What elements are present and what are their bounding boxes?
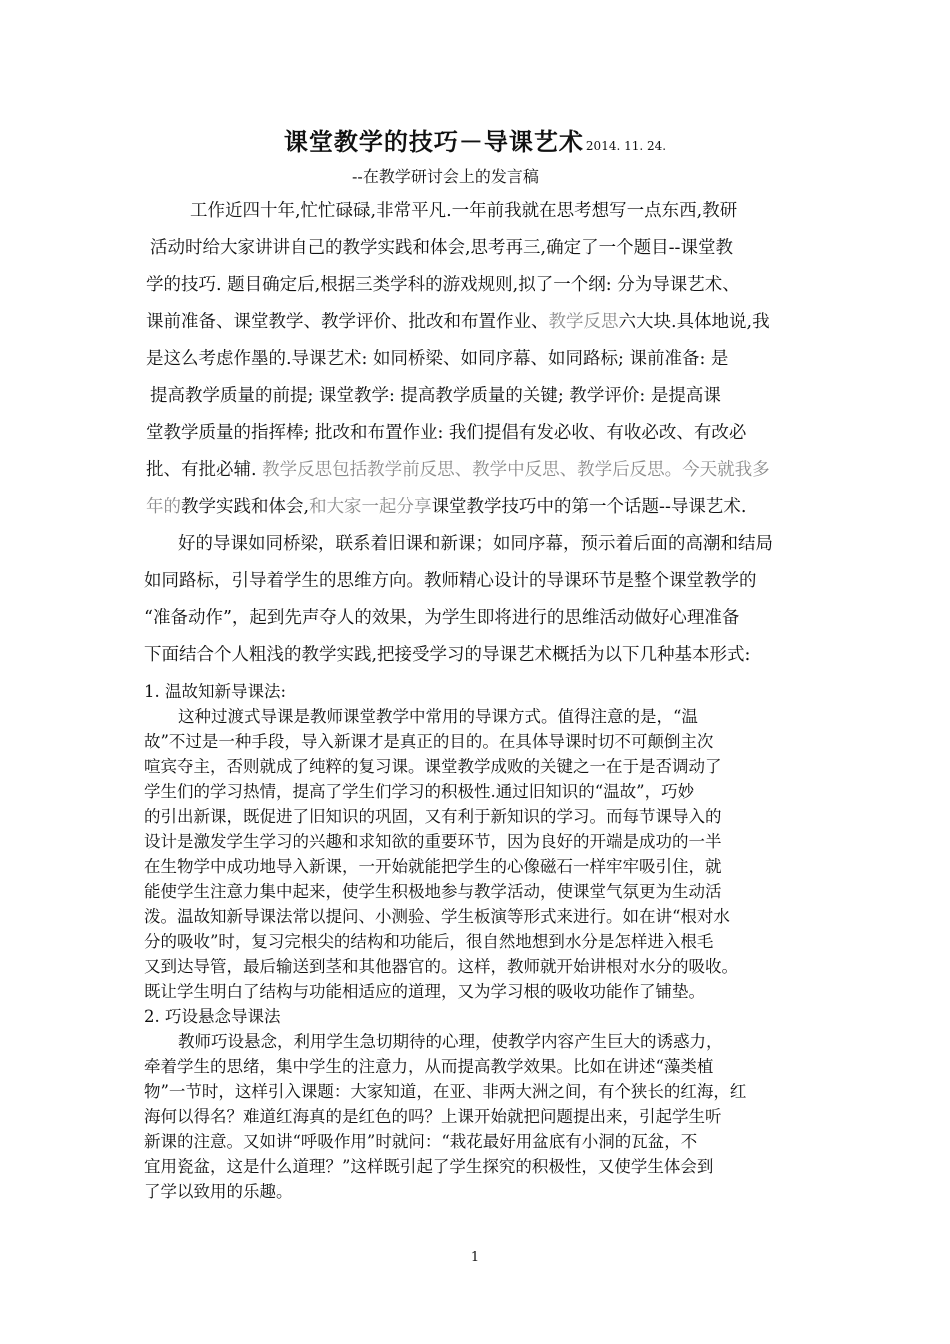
intro-highlight: 教学反思包括教学前反思、教学中反思、教学后反思。今天就我多 [262, 460, 770, 480]
section2-line: 海何以得名？难道红海真的是红色的吗？上课开始就把问题提出来，引起学生听 [144, 1107, 722, 1126]
intro-line: 活动时给大家讲讲自己的教学实践和体会,思考再三,确定了一个题目--课堂教 [150, 238, 733, 258]
intro-text: 课堂教学技巧中的第一个话题--导课艺术. [431, 497, 747, 517]
intro-line [146, 308, 770, 333]
intro-text: 教学实践和体会, [181, 497, 310, 517]
document-subtitle: --在教学研讨会上的发言稿 [352, 167, 539, 186]
para2-line: “准备动作”，起到先声夺人的效果，为学生即将进行的思维活动做好心理准备 [144, 608, 740, 628]
section1-line: 故”不过是一种手段，导入新课才是真正的目的。在具体导课时切不可颠倒主次 [144, 732, 714, 751]
intro-highlight: 和大家一起分享 [309, 497, 432, 517]
intro-line [146, 493, 746, 518]
intro-text: 六大块.具体地说,我 [618, 312, 770, 332]
document-title [0, 122, 950, 157]
section1-line: 的引出新课，既促进了旧知识的巩固，又有利于新知识的学习。而每节课导入的 [144, 807, 722, 826]
section2-line: 新课的注意。又如讲“呼吸作用”时就问：“栽花最好用盆底有小洞的瓦盆，不 [144, 1132, 698, 1151]
intro-highlight: 教学反思 [548, 312, 619, 332]
intro-line [146, 456, 770, 481]
section2-line: 牵着学生的思绪，集中学生的注意力，从而提高教学效果。比如在讲述“藻类植 [144, 1057, 714, 1076]
section2-line: 了学以致用的乐趣。 [144, 1182, 293, 1201]
intro-highlight: 年的 [146, 497, 181, 517]
intro-line: 提高教学质量的前提; 课堂教学: 提高教学质量的关键; 教学评价: 是提高课 [150, 386, 721, 406]
section1-line: 又到达导管，最后输送到茎和其他器官的。这样，教师就开始讲根对水分的吸收。 [144, 957, 738, 976]
intro-text: 批、有批必辅. [146, 460, 263, 480]
section1-line: 设计是激发学生学习的兴趣和求知欲的重要环节，因为良好的开端是成功的一半 [144, 832, 722, 851]
para2-line: 好的导课如同桥梁，联系着旧课和新课；如同序幕，预示着后面的高潮和结局 [178, 534, 773, 554]
section1-line: 这种过渡式导课是教师课堂教学中常用的导课方式。值得注意的是，“温 [178, 707, 698, 726]
section1-line: 能使学生注意力集中起来，使学生积极地参与教学活动，使课堂气氛更为生动活 [144, 882, 722, 901]
section2-line: 教师巧设悬念，利用学生急切期待的心理，使教学内容产生巨大的诱惑力， [178, 1032, 723, 1051]
section1-line: 分的吸收”时，复习完根尖的结构和功能后，很自然地想到水分是怎样进入根毛 [144, 932, 714, 951]
title-date: 2014. 11. 24. [585, 139, 667, 153]
title-text: 课堂教学的技巧－导课艺术 [283, 127, 584, 156]
page-number: 1 [470, 1250, 480, 1265]
section2-line: 宜用瓷盆，这是什么道理？”这样既引起了学生探究的积极性，又使学生体会到 [144, 1157, 714, 1176]
intro-line: 学的技巧. 题目确定后,根据三类学科的游戏规则,拟了一个纲: 分为导课艺术、 [146, 275, 740, 295]
intro-text: 课前准备、课堂教学、教学评价、批改和布置作业、 [146, 312, 549, 332]
section1-line: 既让学生明白了结构与功能相适应的道理，又为学习根的吸收功能作了铺垫。 [144, 982, 705, 1001]
section2-heading: 2. 巧设悬念导课法 [144, 1007, 281, 1026]
intro-line: 堂教学质量的指挥棒; 批改和布置作业: 我们提倡有发必收、有收必改、有改必 [146, 423, 747, 443]
section2-line: 物”一节时，这样引入课题：大家知道，在亚、非两大洲之间，有个狭长的红海，红 [144, 1082, 747, 1101]
section1-line: 喧宾夺主，否则就成了纯粹的复习课。课堂教学成败的关键之一在于是否调动了 [144, 757, 722, 776]
para2-line: 如同路标，引导着学生的思维方向。教师精心设计的导课环节是整个课堂教学的 [144, 571, 757, 591]
section1-line: 在生物学中成功地导入新课，一开始就能把学生的心像磁石一样牢牢吸引住，就 [144, 857, 722, 876]
intro-line: 是这么考虑作墨的.导课艺术: 如同桥梁、如同序幕、如同路标; 课前准备: 是 [146, 349, 729, 369]
section1-line: 学生们的学习热情，提高了学生们学习的积极性.通过旧知识的“温故”，巧妙 [144, 782, 695, 801]
intro-line: 工作近四十年,忙忙碌碌,非常平凡.一年前我就在思考想写一点东西,教研 [190, 201, 738, 221]
section1-line: 泼。温故知新导课法常以提问、小测验、学生板演等形式来进行。如在讲“根对水 [144, 907, 730, 926]
section1-heading: 1. 温故知新导课法: [144, 682, 287, 701]
para2-line: 下面结合个人粗浅的教学实践,把接受学习的导课艺术概括为以下几种基本形式: [144, 645, 751, 665]
